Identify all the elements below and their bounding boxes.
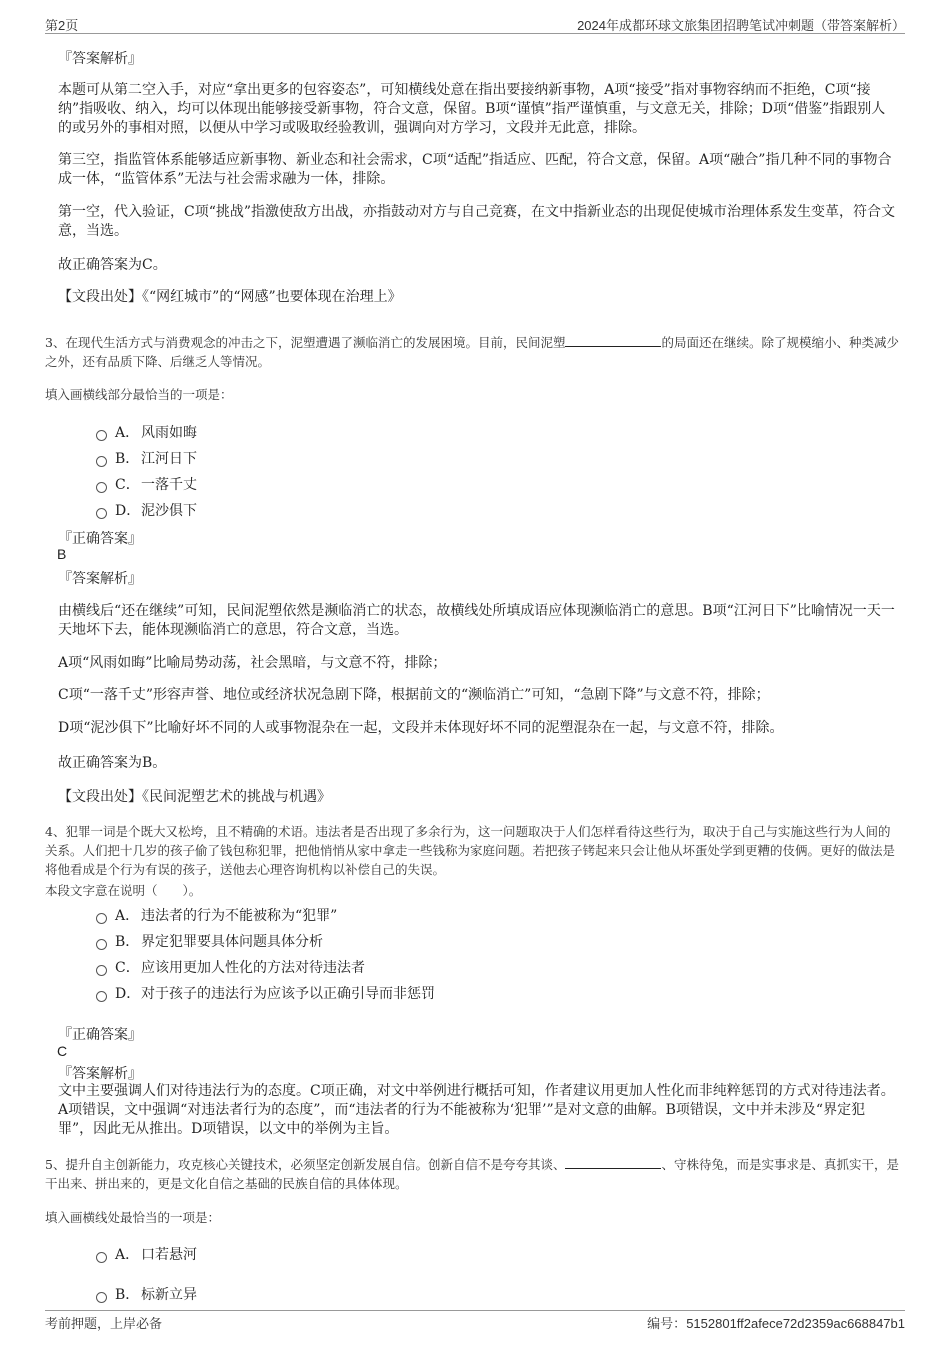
q5-stem-b: 、守株待兔，而是实事求是、真抓实干，是干出来、拼出来的，更是文化自信之基础的民族自信的具体体现。 [45, 1157, 899, 1191]
radio-icon[interactable] [96, 456, 107, 467]
radio-icon[interactable] [96, 991, 107, 1002]
q5-option-a[interactable] [96, 1244, 197, 1264]
q3-blank [565, 334, 661, 347]
option-text: 江河日下 [141, 451, 197, 467]
option-text: 一落千丈 [141, 477, 197, 493]
q3-analysis-p2: A项“风雨如晦”比喻局势动荡，社会黑暗，与文意不符，排除； [58, 655, 447, 671]
radio-icon[interactable] [96, 430, 107, 441]
q5-blank [565, 1156, 661, 1169]
radio-icon[interactable] [96, 508, 107, 519]
q3-source: 【文段出处】《民间泥塑艺术的挑战与机遇》 [58, 789, 331, 805]
q2-analysis-p2: 第三空，指监管体系能够适应新事物、新业态和社会需求，C项“适配”指适应、匹配，符合文意，保留。A项“融合”指几种不同的事物合成一体，“监管体系”无法与社会需求融为一体，排除。 [58, 152, 892, 187]
footer-code-value: 5152801ff2afece72d2359ac668847b1 [686, 1316, 905, 1331]
q2-source: 【文段出处】《“网红城市”的“网感”也要体现在治理上》 [58, 289, 402, 305]
option-letter: B． [115, 1287, 140, 1303]
option-letter: C． [115, 960, 140, 976]
option-text: 对于孩子的违法行为应该予以正确引导而非惩罚 [141, 986, 435, 1002]
header-rule [45, 33, 905, 34]
q3-analysis-p3: C项“一落千丈”形容声誉、地位或经济状况急剧下降，根据前文的“濒临消亡”可知，“急剧下降”与文意不符，排除； [58, 687, 770, 703]
q5-prompt: 填入画横线处最恰当的一项是： [45, 1210, 221, 1225]
q3-answer: B [57, 546, 67, 562]
q3-option-c[interactable] [96, 474, 197, 494]
q4-correct-label: 『正确答案』 [58, 1027, 142, 1043]
option-text: 标新立异 [141, 1287, 197, 1303]
option-text: 泥沙俱下 [141, 503, 197, 519]
radio-icon[interactable] [96, 1292, 107, 1303]
option-letter: A． [115, 908, 140, 924]
q4-option-d[interactable] [96, 983, 435, 1003]
footer-code [647, 1313, 905, 1332]
footer-slogan: 考前押题，上岸必备 [45, 1316, 163, 1331]
q3-analysis-p5: 故正确答案为B。 [58, 755, 167, 771]
q4-option-c[interactable] [96, 957, 365, 977]
q5-option-b[interactable] [96, 1284, 197, 1304]
option-text: 应该用更加人性化的方法对待违法者 [141, 960, 365, 976]
q4-prompt: 本段文字意在说明（ ）。 [45, 883, 202, 898]
footer-code-label: 编号： [647, 1316, 687, 1331]
option-text: 违法者的行为不能被称为“犯罪” [141, 908, 338, 924]
q3-option-a[interactable] [96, 422, 197, 442]
document-title: 2024年成都环球文旅集团招聘笔试冲刺题（带答案解析） [577, 18, 905, 33]
radio-icon[interactable] [96, 482, 107, 493]
q3-analysis-p4: D项“泥沙俱下”比喻好坏不同的人或事物混杂在一起，文段并未体现好坏不同的泥塑混杂在一起，与文意不符，排除。 [58, 720, 784, 736]
option-letter: A． [115, 1247, 140, 1263]
radio-icon[interactable] [96, 939, 107, 950]
q4-stem: 4、犯罪一词是个既大又松垮，且不精确的术语。违法者是否出现了多余行为，这一问题取决于人们怎样看待这些行为，取决于自己与实施这些行为人间的关系。人们把十几岁的孩子偷了钱包称犯罪，把他悄悄从家中拿走一些钱称为家庭问题。若把孩子铐起来只会让他从坏蛋处学到更糟的伎俩。更好的做法是将他看成是个行为有误的孩子，送他去心理咨询机构以补偿自己的失误。 [45, 824, 896, 877]
option-letter: D． [115, 503, 141, 519]
q3-prompt: 填入画横线部分最恰当的一项是： [45, 387, 233, 402]
option-text: 风雨如晦 [141, 425, 197, 441]
option-text: 界定犯罪要具体问题具体分析 [141, 934, 323, 950]
q3-correct-label: 『正确答案』 [58, 531, 142, 547]
radio-icon[interactable] [96, 1252, 107, 1263]
q3-option-b[interactable] [96, 448, 197, 468]
q5-stem [45, 1155, 900, 1193]
q3-analysis-label: 『答案解析』 [58, 571, 142, 587]
q3-stem-b: 的局面还在继续。除了规模缩小、种类减少之外，还有品质下降、后继乏人等情况。 [45, 335, 899, 369]
q3-stem-a: 3、在现代生活方式与消费观念的冲击之下，泥塑遭遇了濒临消亡的发展困境。目前，民间泥塑 [45, 335, 566, 350]
q4-analysis-label: 『答案解析』 [58, 1066, 142, 1082]
option-text: 口若悬河 [141, 1247, 197, 1263]
q2-analysis-p4: 故正确答案为C。 [58, 257, 167, 273]
q4-option-a[interactable] [96, 905, 337, 925]
page-number: 第2页 [45, 18, 79, 33]
radio-icon[interactable] [96, 913, 107, 924]
q2-analysis-p3: 第一空，代入验证，C项“挑战”指激使敌方出战，亦指鼓动对方与自己竞赛，在文中指新业态的出现促使城市治理体系发生变革，符合文意，当选。 [58, 204, 896, 239]
option-letter: C． [115, 477, 140, 493]
q3-stem [45, 333, 900, 371]
option-letter: D． [115, 986, 141, 1002]
q3-analysis-p1: 由横线后“还在继续”可知，民间泥塑依然是濒临消亡的状态，故横线处所填成语应体现濒临消亡的意思。B项“江河日下”比喻情况一天一天地坏下去，能体现濒临消亡的意思，符合文意，当选。 [58, 603, 895, 638]
option-letter: B． [115, 451, 140, 467]
q2-analysis-p1: 本题可从第二空入手，对应“拿出更多的包容姿态”，可知横线处意在指出要接纳新事物，A项“接受”指对事物容纳而不拒绝，C项“接纳”指吸收、纳入，均可以体现出能够接受新事物，符合文意，保留。B项“谨慎”指严谨慎重，与文意无关，排除；D项“借鉴”指跟别人的或另外的事相对照，以便从中学习或吸取经验教训，强调向对方学习，文段并无此意，排除。 [58, 82, 886, 136]
q4-answer: C [57, 1043, 68, 1059]
option-letter: A． [115, 425, 140, 441]
q4-option-b[interactable] [96, 931, 323, 951]
q5-stem-a: 5、提升自主创新能力，攻克核心关键技术，必须坚定创新发展自信。创新自信不是夸夸其谈、 [45, 1157, 566, 1172]
q4-analysis: 文中主要强调人们对待违法行为的态度。C项正确，对文中举例进行概括可知，作者建议用更加人性化而非纯粹惩罚的方式对待违法者。A项错误，文中强调“对违法者行为的态度”，而“违法者的行为不能被称为‘犯罪’”是对文意的曲解。B项错误，文中并未涉及“界定犯罪”，因此无从推出。D项错误，以文中的举例为主旨。 [58, 1083, 895, 1137]
q2-analysis-label: 『答案解析』 [58, 51, 142, 67]
q3-option-d[interactable] [96, 500, 197, 520]
option-letter: B． [115, 934, 140, 950]
footer-rule [45, 1310, 905, 1311]
radio-icon[interactable] [96, 965, 107, 976]
